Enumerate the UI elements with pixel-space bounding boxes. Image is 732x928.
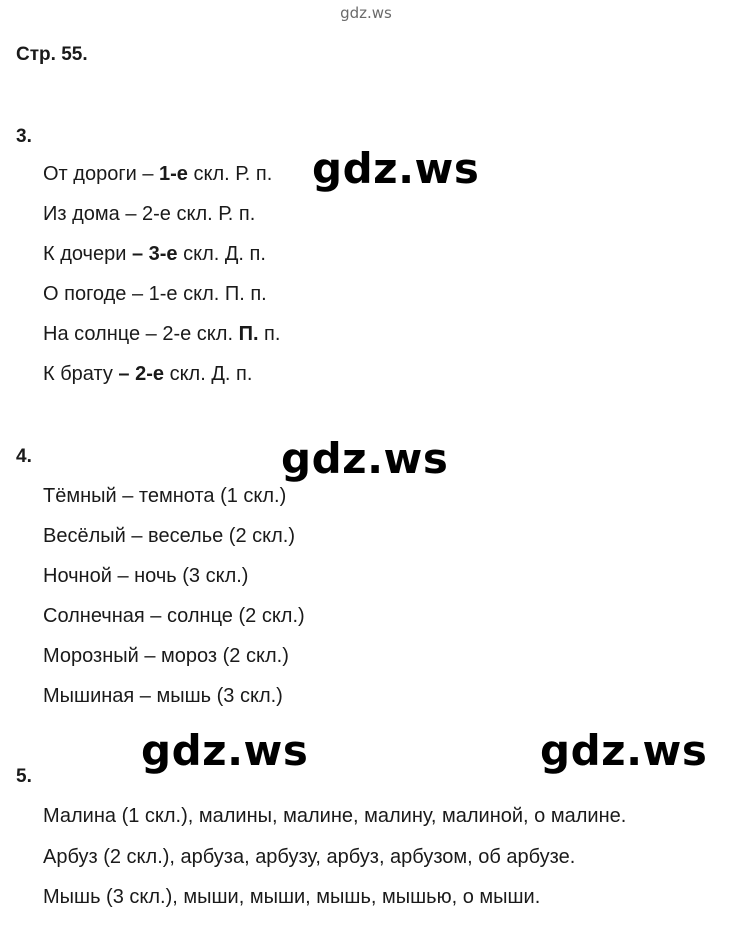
task-4-line-1: Тёмный – темнота (1 скл.) [43,485,287,507]
task-3-line-5 [43,322,280,346]
task-5-line-3: Мышь (3 скл.), мыши, мыши, мышь, мышью, о мыши. [43,886,541,908]
task-5-number: 5. [16,766,32,787]
line-text: К брату [43,363,119,385]
watermark-1: gdz.ws [312,144,480,193]
watermark-3: gdz.ws [141,726,309,775]
task-3-number: 3. [16,126,32,147]
line-text: скл. Д. п. [164,363,253,385]
task-4-number: 4. [16,446,32,467]
task-3-line-1 [43,162,272,186]
task-5-line-2: Арбуз (2 скл.), арбуза, арбузу, арбуз, арбузом, об арбузе. [43,846,576,868]
task-3-line-2 [43,202,255,226]
page-heading: Стр. 55. [16,44,88,65]
line-bold: – 3-е [131,243,178,265]
watermark-4: gdz.ws [540,726,708,775]
task-5-line-1: Малина (1 скл.), малины, малине, малину, малиной, о малине. [43,805,627,827]
task-4-line-3: Ночной – ночь (3 скл.) [43,565,249,587]
watermark-2: gdz.ws [281,434,449,483]
task-4-line-2: Весёлый – веселье (2 скл.) [43,525,295,547]
line-bold: 1-е [159,163,188,185]
line-bold: П. [238,323,259,345]
task-3-line-6 [43,362,252,386]
watermark-top: gdz.ws [340,4,392,22]
line-text: п. [258,323,281,345]
task-3-line-3 [43,242,266,266]
task-4-line-5: Морозный – мороз (2 скл.) [43,645,289,667]
task-3-line-4 [43,282,267,306]
line-text: От дороги – [43,163,160,185]
line-bold: – 2-е [118,363,165,385]
task-4-line-6: Мышиная – мышь (3 скл.) [43,685,283,707]
line-text: Из дома – 2-е скл. Р. п. [43,203,256,225]
line-text: К дочери [43,243,132,265]
line-text: скл. Р. п. [187,163,273,185]
line-text: На солнце – 2-е скл. [43,323,239,345]
line-text: скл. Д. п. [177,243,266,265]
line-text: О погоде – 1-е скл. П. п. [43,283,267,305]
task-4-line-4: Солнечная – солнце (2 скл.) [43,605,305,627]
